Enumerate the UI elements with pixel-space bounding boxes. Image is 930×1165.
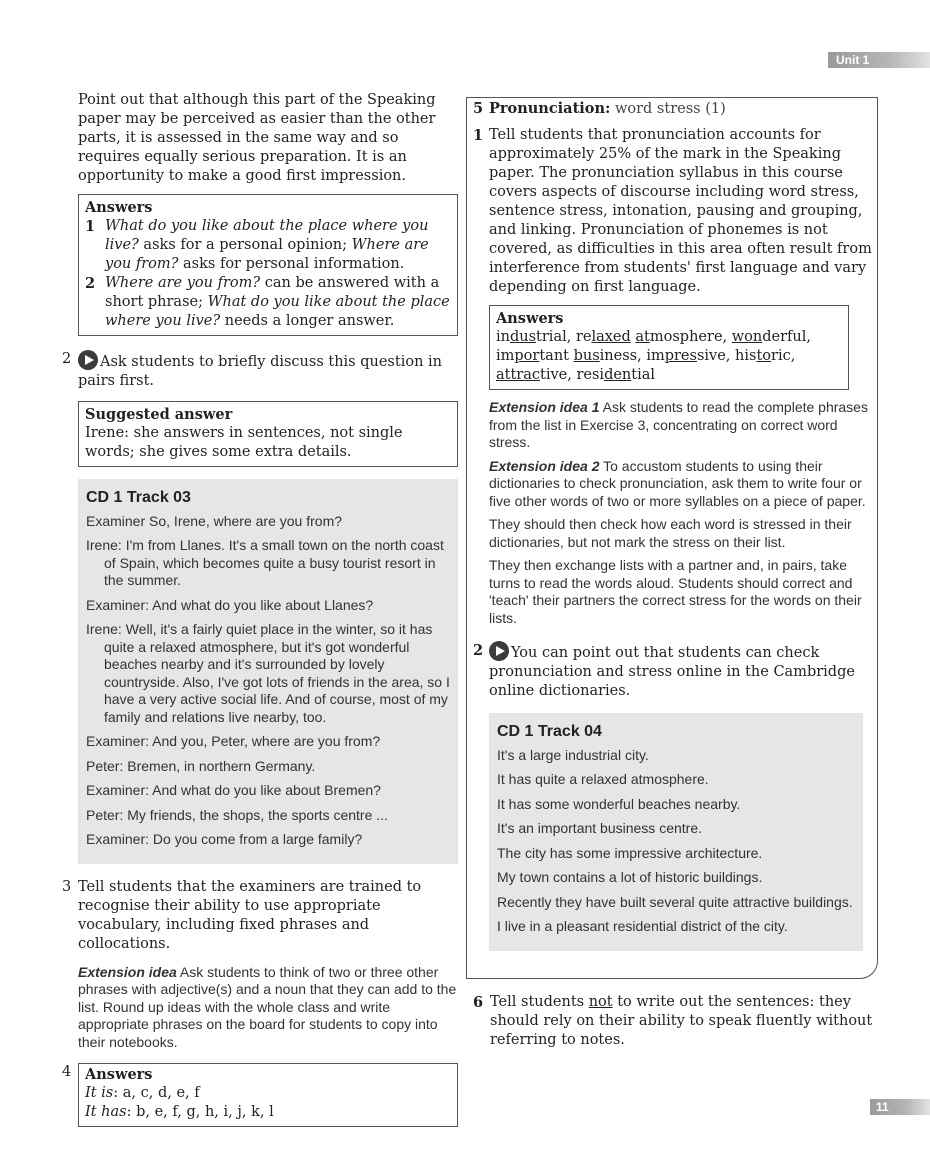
transcript-line: It's an important business centre.: [497, 820, 702, 836]
stress-line: attractive, residential: [496, 367, 656, 383]
question-text: What do you like about the place where you live?: [105, 218, 429, 253]
emphasis-not: not: [588, 994, 613, 1010]
track-04-panel: [489, 713, 863, 951]
speaker-label: Peter:: [86, 757, 124, 774]
transcript-line: [86, 537, 450, 590]
step-number: 3: [62, 878, 72, 895]
step-number: 2: [62, 351, 72, 367]
spoken-text: I'm from Llanes. It's a small town on the north coast of Spain, which becomes quite a busy tourist resort in the summer.: [104, 537, 444, 588]
spoken-text: So, Irene, where are you from?: [149, 512, 343, 529]
question-text: What do you like about the place where you live?: [105, 294, 450, 329]
answer-item: [85, 217, 451, 274]
answers-box-stress: [489, 305, 849, 390]
intro-paragraph: Point out that although this part of the Speaking paper may be perceived as easier than the other parts, it is assessed in the same way and so requires equally serious preparation. It is an opportunity to make a good first impression.: [78, 92, 436, 184]
answer-text: asks for a personal opinion;: [138, 237, 352, 253]
track-03-title: CD 1 Track 03: [86, 489, 191, 506]
step-4: [62, 1063, 458, 1127]
right-column: [467, 96, 877, 951]
transcript-line: It has some wonderful beaches nearby.: [497, 795, 741, 812]
step-2-right: [467, 641, 877, 701]
extension-idea: [78, 964, 458, 1052]
page-number: 11: [870, 1099, 930, 1115]
answer-label: It is: [85, 1085, 114, 1101]
speaker-label: Examiner:: [86, 782, 150, 798]
paragraph: They should then check how each word is stressed in their dictionaries, but not mark the stress on their list.: [489, 516, 852, 550]
step-2: [62, 350, 458, 391]
answer-text: asks for personal information.: [178, 256, 405, 272]
speaker-label: Irene:: [86, 537, 122, 553]
step-text: to write out the sentences: they should rely on their ability to speak fluently without referring to notes.: [490, 994, 873, 1048]
speaker-label: Irene:: [86, 621, 122, 637]
transcript-line: [86, 807, 450, 825]
transcript-line: My town contains a lot of historic buildings.: [497, 869, 763, 885]
transcript-lines: [497, 747, 855, 936]
step-text: You can point out that students can check pronunciation and stress online in the Cambridge online dictionaries.: [489, 645, 855, 699]
extension-idea-1: [489, 399, 871, 452]
spoken-text: Well, it's a fairly quiet place in the winter, so it has quite a relaxed atmosphere, but it's got wonderful beaches nearby and it's surrounded by lovely countryside. Also, I've got lots of friends in the area, so I have a very active social life. And of course, most of my family and relations live nearby, too.: [104, 621, 450, 725]
spoken-text: And what do you like about Llanes?: [152, 596, 374, 613]
answer-text: : b, e, f, g, h, i, j, k, l: [126, 1104, 274, 1120]
transcript-line: [86, 621, 450, 726]
paragraph: They then exchange lists with a partner and, in pairs, take turns to read the words aloud. Students should correct and 'teach' their partners the correct stress for the words on their lists.: [489, 557, 862, 626]
stress-line: important business, impressive, historic,: [496, 348, 796, 364]
transcript-line: [86, 831, 450, 849]
speaker-label: Peter:: [86, 806, 124, 823]
answer-label: It has: [85, 1104, 127, 1120]
transcript-line: [86, 758, 450, 776]
spoken-text: Do you come from a large family?: [152, 831, 363, 847]
step-number: 1: [473, 127, 484, 144]
transcript-line: The city has some impressive architecture.: [497, 844, 763, 861]
answers-box-4: [78, 1063, 458, 1127]
step-1: [467, 126, 877, 297]
transcript-line: [86, 597, 450, 615]
question-text: Where are you from?: [105, 275, 261, 291]
step-text: Tell students that the examiners are trained to recognise their ability to use appropriate vocabulary, including fixed phrases and collocations.: [78, 878, 422, 952]
speaker-label: Examiner:: [86, 831, 150, 847]
unit-tab: Unit 1: [828, 52, 930, 68]
step-3: [62, 878, 458, 954]
left-column: [62, 91, 458, 1127]
transcript-line: [86, 782, 450, 800]
section-5-heading: [467, 99, 877, 119]
section-subtitle: word stress (1): [610, 101, 726, 117]
answer-item: [85, 274, 451, 331]
spoken-text: Bremen, in northern Germany.: [127, 757, 316, 774]
extension-title: Extension idea: [78, 963, 177, 980]
answers-heading: Answers: [496, 310, 564, 327]
transcript-line: I live in a pleasant residential district of the city.: [497, 918, 788, 934]
step-number: 6: [473, 994, 484, 1011]
stress-line: industrial, relaxed atmosphere, wonderful,: [496, 329, 811, 345]
spoken-text: My friends, the shops, the sports centre ...: [127, 806, 388, 823]
extension-title: Extension idea 2: [489, 457, 600, 474]
play-icon[interactable]: [78, 350, 98, 370]
step-text: Tell students: [490, 994, 589, 1010]
speaker-label: Examiner: [86, 512, 146, 529]
step-text: Tell students that pronunciation accounts for approximately 25% of the mark in the Speaking paper. The pronunciation syllabus in this course covers aspects of discourse including word stress, sentence stress, intonation, pausing and grouping, and linking. Pronunciation of phonemes is not covered, as difficulties in this area often result from interference from students' first language and vary depending on first language.: [489, 127, 872, 295]
answers-heading: Answers: [85, 199, 153, 216]
answer-text: can be answered with a short phrase;: [105, 275, 440, 310]
step-number: 2: [473, 642, 484, 659]
transcript-line: It has quite a relaxed atmosphere.: [497, 771, 709, 787]
transcript-line: [86, 513, 450, 531]
suggested-heading: Suggested answer: [85, 406, 233, 423]
section-title: Pronunciation:: [489, 100, 611, 117]
answer-line: [85, 1103, 451, 1122]
extension-text: Ask students to read the complete phrases from the list in Exercise 3, concentrating on correct word stress.: [489, 399, 868, 450]
answers-heading: Answers: [85, 1066, 153, 1083]
answer-text: : a, c, d, e, f: [113, 1085, 200, 1101]
transcript-line: It's a large industrial city.: [497, 746, 649, 763]
section-number: 5: [473, 100, 484, 117]
suggested-answer-box: [78, 401, 458, 467]
speaker-label: Examiner:: [86, 733, 150, 749]
answer-text: needs a longer answer.: [220, 313, 395, 329]
spoken-text: And what do you like about Bremen?: [152, 782, 381, 798]
question-text: Where are you from?: [105, 237, 429, 272]
spoken-text: And you, Peter, where are you from?: [152, 733, 381, 749]
track-03-panel: [78, 479, 458, 864]
speaker-label: Examiner:: [86, 596, 150, 613]
step-text: Ask students to briefly discuss this question in pairs first.: [78, 354, 442, 389]
suggested-text: Irene: she answers in sentences, not single words; she gives some extra details.: [85, 425, 403, 460]
extension-idea-2: [489, 458, 871, 511]
extension-text: Ask students to think of two or three other phrases with adjective(s) and a noun that they can add to the list. Round up ideas with the whole class and write appropriate phrases on the board for students to copy into their notebooks.: [78, 963, 457, 1050]
extension-title: Extension idea 1: [489, 399, 600, 415]
transcript-line: [86, 733, 450, 751]
answer-number: 2: [85, 275, 96, 292]
play-icon[interactable]: [489, 641, 509, 661]
transcript-line: Recently they have built several quite attractive buildings.: [497, 893, 853, 910]
answer-line: [85, 1084, 451, 1103]
answers-box-1: [78, 194, 458, 336]
step-6: [473, 993, 885, 1050]
extension-text: To accustom students to using their dictionaries to check pronunciation, ask them to write four or five other words of two or more syllables on a piece of paper.: [489, 457, 866, 509]
transcript-lines: [86, 513, 450, 849]
step-number: 4: [62, 1064, 72, 1080]
track-04-title: CD 1 Track 04: [497, 723, 602, 740]
answer-number: 1: [85, 218, 96, 235]
